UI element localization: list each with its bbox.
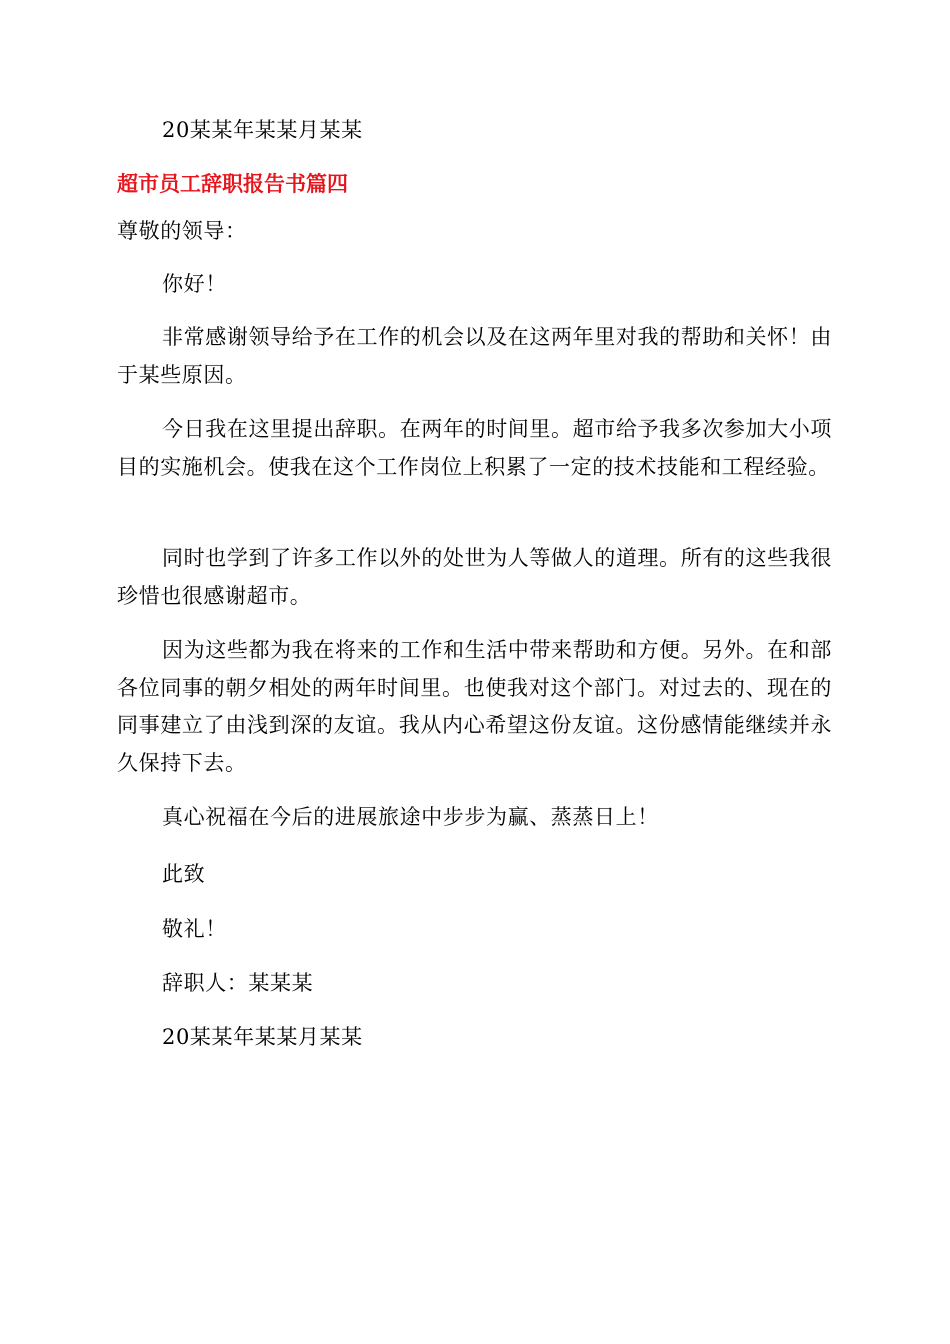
signer-line: 辞职人：某某某 xyxy=(162,971,314,995)
closing-line-2: 敬礼！ xyxy=(162,917,227,941)
paragraph: 因为这些都为我在将来的工作和生活中带来帮助和方便。另外。在和部各位同事的朝夕相处的两年时间里。也使我对这个部门。对过去的、现在的同事建立了由浅到深的友谊。我从内心希望这份友谊。这份感情能继续并永久保持下去。 xyxy=(117,638,832,775)
greeting: 你好！ xyxy=(162,272,227,296)
closing-line-1: 此致 xyxy=(162,862,206,886)
paragraph: 真心祝福在今后的进展旅途中步步为赢、蒸蒸日上！ xyxy=(162,805,659,829)
paragraph: 同时也学到了许多工作以外的处世为人等做人的道理。所有的这些我很珍惜也很感谢超市。 xyxy=(117,546,832,608)
paragraph: 非常感谢领导给予在工作的机会以及在这两年里对我的帮助和关怀！由于某些原因。 xyxy=(117,325,832,387)
bottom-date: 20某某年某某月某某 xyxy=(162,1025,363,1049)
paragraph: 今日我在这里提出辞职。在两年的时间里。超市给予我多次参加大小项目的实施机会。使我在这个工作岗位上积累了一定的技术技能和工程经验。 xyxy=(117,417,832,479)
salutation: 尊敬的领导： xyxy=(117,219,247,243)
section-heading: 超市员工辞职报告书篇四 xyxy=(117,172,348,196)
top-date: 20某某年某某月某某 xyxy=(162,118,363,142)
